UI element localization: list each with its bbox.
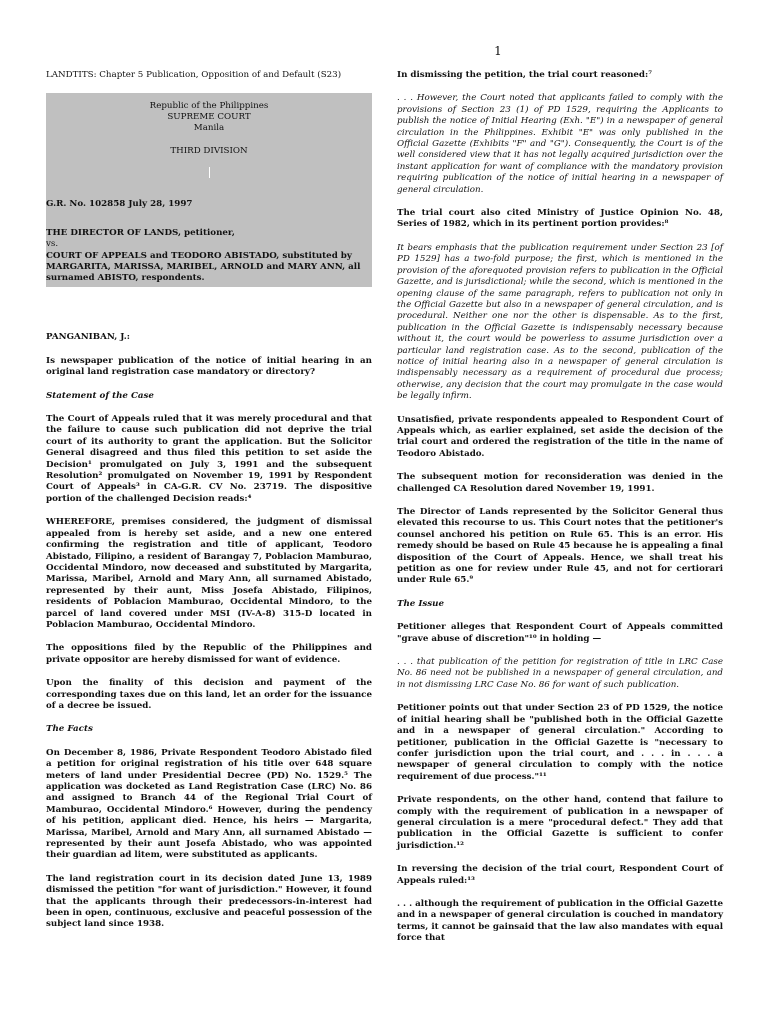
republic-line: Republic of the Philippines xyxy=(149,101,269,112)
unsatisfied-paragraph: Unsatisfied, private respondents appealed to Respondent Court of Appeals which, as earlier explained, set aside the decision of the trial court and ordered the registration of the title in the name of Teodoro Abistado. xyxy=(397,414,723,459)
statement-title: Statement of the Case xyxy=(46,390,154,401)
court-line: SUPREME COURT xyxy=(167,112,251,123)
petitioner-alleges-paragraph: Petitioner alleges that Respondent Court of Appeals committed "grave abuse of discretion"¹⁰ in holding — xyxy=(397,622,723,644)
holding-quote: . . . that publication of the petition for registration of title in LRC Case No. 86 need not be published in a newspaper of general circulation, and in not dismissing LRC Case No. 86 for want of such publication. xyxy=(397,657,723,690)
reconsideration-paragraph: The subsequent motion for reconsideration was denied in the challenged CA Resolution dared November 19, 1991. xyxy=(397,472,723,494)
city-line: Manila xyxy=(193,123,225,134)
director-paragraph: The Director of Lands represented by the Solicitor General thus elevated this recourse to us. This Court notes that the petitioner's counsel anchored his petition on Rule 65. This is an error. His remedy should be based on Rule 45 because he is appealing a final disposition of the Court of Appeals. Hence, we shall treat his petition as one for review under Rule 45, and not for certiorari under Rule 65.⁹ xyxy=(397,507,723,586)
text-cursor xyxy=(209,167,210,178)
dismissing-paragraph: In dismissing the petition, the trial court reasoned:⁷ xyxy=(397,70,653,80)
dispositive-wherefore: WHEREFORE, premises considered, the judgment of dismissal appealed from is hereby set aside, and a new one entered confirming the registration and title of applicant, Teodoro Abistado, Filipino, a resident of Barangay 7, Poblacion Mamburao, Occidental Mindoro, now deceased and substituted by Margarita, Marissa, Maribel, Arnold and Mary Ann, all surnamed Abistado, represented by their aunt, Miss Josefa Abistado, Filipinos, residents of Poblacion Mamburao, Occidental Mindoro, to the parcel of land covered under MSI (IV-A-8) 315-D located in Poblacion Mamburao, Occidental Mindoro. xyxy=(46,517,372,630)
facts-paragraph-2: The land registration court in its decision dated June 13, 1989 dismissed the petition "for want of jurisdiction." However, it found that the applicants through their predecessors-in-interest had been in open, continuous, exclusive and peaceful possession of the subject land since 1938. xyxy=(46,873,372,930)
dispositive-finality: Upon the finality of this decision and payment of the corresponding taxes due on this land, let an order for the issuance of a decree be issued. xyxy=(46,678,372,711)
reversing-paragraph: In reversing the decision of the trial court, Respondent Court of Appeals ruled:¹³ xyxy=(397,864,723,886)
private-respondents-paragraph: Private respondents, on the other hand, contend that failure to comply with the requirement of publication in a newspaper of general circulation is a mere "procedural defect." They add that publication in the Official Gazette is sufficient to confer jurisdiction.¹² xyxy=(397,795,723,851)
petitioner: THE DIRECTOR OF LANDS, petitioner, xyxy=(46,227,235,238)
dispositive-oppositions: The oppositions filed by the Republic of the Philippines and private oppositor are hereby dismissed for want of evidence. xyxy=(46,643,372,665)
ministry-opinion-quote: It bears emphasis that the publication requirement under Section 23 [of PD 1529] has a two-fold purpose; the first, which is mentioned in the provision of the aforequoted provision refers to publication in the Official Gazette, and is jurisdictional; while the second, which is mentioned in the opening clause of the same paragraph, refers to publication not only in the Official Gazette but also in a newspaper of general circulation, and is procedural. Neither one nor the other is dispensable. As to the first, publication in the Official Gazette is indispensably necessary because without it, the court would be powerless to assume jurisdiction over a particular land registration case. As to the second, publication of the notice of initial hearing also in a newspaper of general circulation is indispensably necessary as a requirement of procedural due process; otherwise, any decision that the court may promulgate in the case would be legally infirm. xyxy=(397,242,723,402)
running-header: LANDTITS: Chapter 5 Publication, Opposition of and Default (S23) xyxy=(46,70,342,80)
left-column xyxy=(46,70,372,943)
gr-number: G.R. No. 102858 July 28, 1997 xyxy=(46,199,193,210)
issue-title: The Issue xyxy=(397,598,445,609)
facts-title: The Facts xyxy=(46,724,93,735)
issue-question: Is newspaper publication of the notice of initial hearing in an original land registration case mandatory or directory? xyxy=(46,355,372,378)
case-header-box xyxy=(46,93,372,287)
facts-paragraph-1: On December 8, 1986, Private Respondent Teodoro Abistado filed a petition for original registration of his title over 648 square meters of land under Presidential Decree (PD) No. 1529.⁵ The application was docketed as Land Registration Case (LRC) No. 86 and assigned to Branch 44 of the Regional Trial Court of Mamburao, Occidental Mindoro.⁶ However, during the pendency of his petition, applicant died. Hence, his heirs — Margarita, Marissa, Maribel, Arnold and Mary Ann, all surnamed Abistado — represented by their aunt Josefa Abistado, who was appointed their guardian ad litem, were substituted as applicants. xyxy=(46,747,372,861)
statement-paragraph: The Court of Appeals ruled that it was merely procedural and that the failure to cause such publication did not deprive the trial court of its authority to grant the application. But the Solicitor General disagreed and thus filed this petition to set aside the Decision¹ promulgated on July 3, 1991 and the subsequent Resolution² promulgated on November 19, 1991 by Respondent Court of Appeals³ in CA-G.R. CV No. 23719. The dispositive portion of the challenged Decision reads:⁴ xyxy=(46,414,372,504)
division-line: THIRD DIVISION xyxy=(170,146,248,157)
respondents: COURT OF APPEALS and TEODORO ABISTADO, substituted by MARGARITA, MARISSA, MARIBEL, ARNOLD and MARY ANN, all surnamed ABISTO, respondents. xyxy=(46,250,361,284)
trial-court-quote: . . . However, the Court noted that applicants failed to comply with the provisions of Section 23 (1) of PD 1529, requiring the Applicants to publish the notice of Initial Hearing (Exh. "E") in a newspaper of general circulation in the Philippines. Exhibit "E" was only published in the Official Gazette (Exhibits "F" and "G"). Consequently, the Court is of the well considered view that it has not legally acquired jurisdiction over the instant application for want of compliance with the mandatory provision requiring publication of the notice of initial hearing in a newspaper of general circulation. xyxy=(397,93,723,195)
page-number: 1 xyxy=(494,44,502,58)
appeals-ruling-quote: . . . although the requirement of publication in the Official Gazette and in a newspaper of general circulation is couched in mandatory terms, it cannot be gainsaid that the law also mandates with equal force that xyxy=(397,898,723,944)
case-parties xyxy=(46,228,372,285)
ponente: PANGANIBAN, J.: xyxy=(46,332,130,343)
ministry-paragraph: The trial court also cited Ministry of Justice Opinion No. 48, Series of 1982, which in its pertinent portion provides:⁸ xyxy=(397,208,723,230)
versus: vs. xyxy=(46,239,59,250)
right-column xyxy=(397,70,723,957)
points-out-paragraph: Petitioner points out that under Section 23 of PD 1529, the notice of initial hearing shall be "published both in the Official Gazette and in a newspaper of general circulation." According to petitioner, publication in the Official Gazette is "necessary to confer jurisdiction upon the trial court, and . . . in . . . a newspaper of general circulation to comply with the notice requirement of due process."¹¹ xyxy=(397,703,723,782)
